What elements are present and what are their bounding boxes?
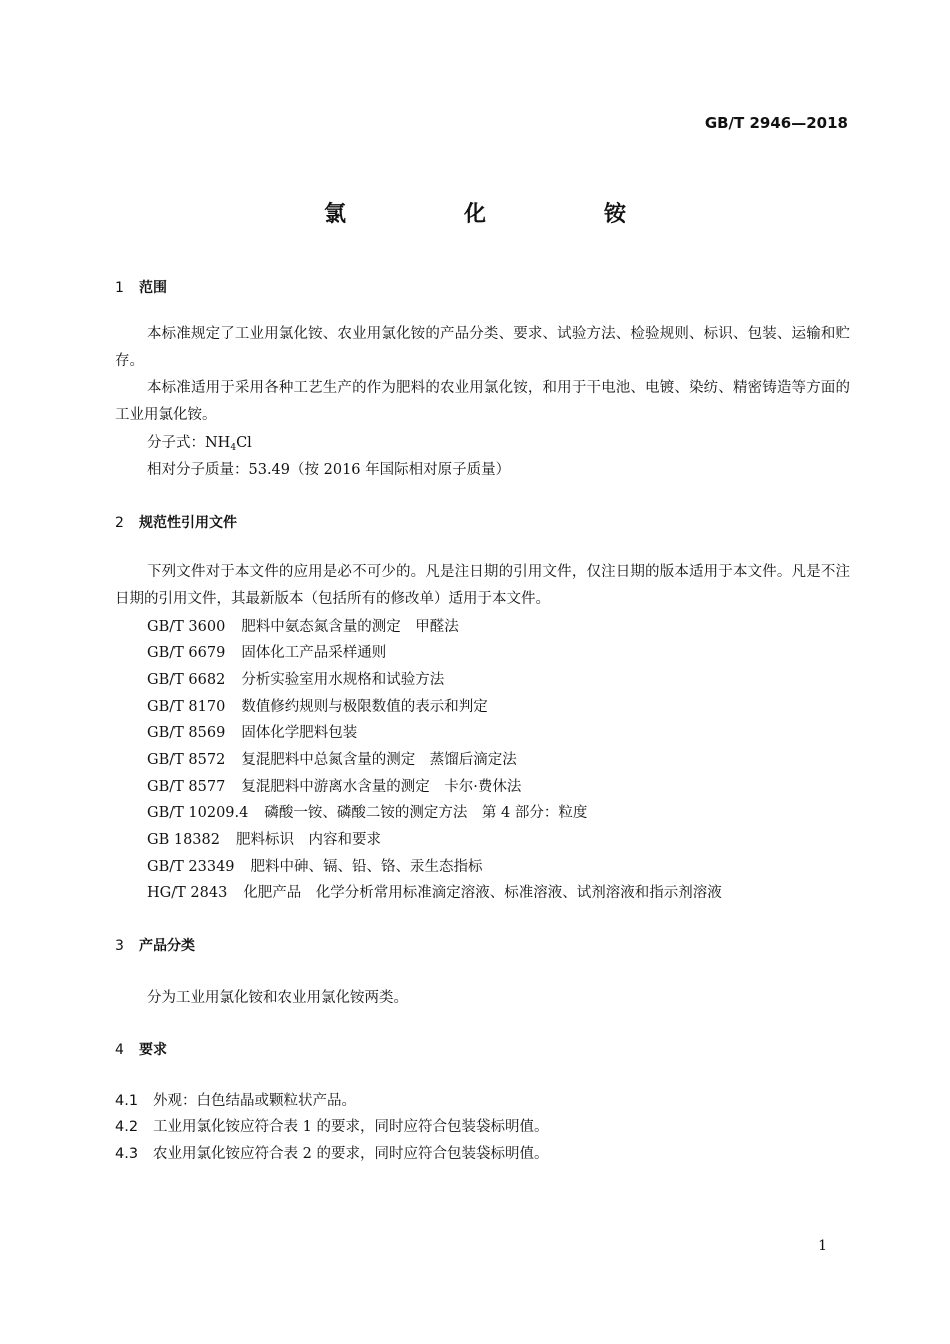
section-number: 1: [115, 280, 124, 296]
requirement-item: [115, 1089, 356, 1110]
scope-paragraph-2: 本标准适用于采用各种工艺生产的作为肥料的农业用氯化铵，和用于干电池、电镀、染纺、精密铸造等方面的工业用氯化铵。: [115, 380, 850, 423]
reference-title: 分析实验室用水规格和试验方法: [241, 672, 445, 688]
reference-title: 肥料标识 内容和要求: [235, 832, 381, 848]
reference-item: [147, 855, 483, 876]
requirement-item: [115, 1142, 548, 1163]
reference-title: 复混肥料中总氮含量的测定 蒸馏后滴定法: [241, 752, 517, 768]
reference-title: 肥料中氨态氮含量的测定 甲醛法: [241, 619, 459, 635]
requirement-number: 4.1: [115, 1093, 139, 1109]
molecular-mass: 相对分子质量：53.49（按 2016 年国际相对原子质量）: [147, 462, 511, 478]
reference-item: [147, 695, 488, 716]
classification-text: 分为工业用氯化铵和农业用氯化铵两类。: [147, 990, 408, 1006]
reference-code: GB/T 8170: [147, 699, 226, 715]
reference-code: GB/T 6679: [147, 645, 226, 661]
reference-item: [147, 828, 381, 849]
reference-item: [147, 748, 517, 769]
section-number: 3: [115, 938, 124, 954]
reference-item: [147, 775, 521, 796]
requirement-text: 工业用氯化铵应符合表 1 的要求，同时应符合包装袋标明值。: [153, 1119, 549, 1135]
reference-title: 固体化工产品采样通则: [241, 645, 387, 661]
reference-title: 复混肥料中游离水含量的测定 卡尔·费休法: [241, 779, 522, 795]
section-title: 要求: [139, 1042, 167, 1058]
requirement-text: 农业用氯化铵应符合表 2 的要求，同时应符合包装袋标明值。: [153, 1146, 549, 1162]
reference-code: GB/T 8569: [147, 725, 226, 741]
reference-code: GB/T 10209.4: [147, 805, 249, 821]
reference-code: GB/T 6682: [147, 672, 226, 688]
requirement-number: 4.3: [115, 1146, 139, 1162]
standard-code: GB/T 2946—2018: [704, 114, 848, 132]
reference-title: 磷酸一铵、磷酸二铵的测定方法 第 4 部分：粒度: [264, 805, 588, 821]
reference-code: GB 18382: [147, 832, 220, 848]
formula-subscript: 4: [230, 443, 237, 453]
reference-code: GB/T 3600: [147, 619, 226, 635]
reference-title: 肥料中砷、镉、铅、铬、汞生态指标: [250, 859, 483, 875]
reference-code: HG/T 2843: [147, 885, 228, 901]
reference-item: [147, 641, 386, 662]
molecular-formula: [147, 431, 252, 453]
reference-title: 固体化学肥料包装: [241, 725, 358, 741]
page-number: 1: [818, 1238, 827, 1254]
section-heading-normative: [115, 512, 237, 532]
section-heading-requirements: [115, 1039, 167, 1059]
reference-code: GB/T 23349: [147, 859, 235, 875]
reference-item: [147, 668, 444, 689]
section-title: 规范性引用文件: [139, 515, 237, 531]
document-title: 氯 化 铵: [323, 202, 674, 227]
reference-code: GB/T 8572: [147, 752, 226, 768]
normative-intro: 下列文件对于本文件的应用是必不可少的。凡是注日期的引用文件，仅注日期的版本适用于本文件。凡是不注日期的引用文件，其最新版本（包括所有的修改单）适用于本文件。: [115, 564, 850, 607]
formula-label: 分子式：NH: [147, 435, 231, 451]
reference-title: 数值修约规则与极限数值的表示和判定: [241, 699, 488, 715]
section-heading-scope: [115, 277, 167, 297]
section-title: 产品分类: [139, 938, 195, 954]
requirement-text: 外观：白色结晶或颗粒状产品。: [153, 1093, 356, 1109]
reference-item: [147, 881, 722, 902]
scope-paragraph-1: 本标准规定了工业用氯化铵、农业用氯化铵的产品分类、要求、试验方法、检验规则、标识、包装、运输和贮存。: [115, 326, 850, 369]
section-number: 4: [115, 1042, 124, 1058]
section-number: 2: [115, 515, 124, 531]
reference-code: GB/T 8577: [147, 779, 226, 795]
section-heading-classification: [115, 935, 195, 955]
reference-item: [147, 801, 587, 822]
requirement-item: [115, 1115, 548, 1136]
section-title: 范围: [139, 280, 167, 296]
reference-item: [147, 721, 357, 742]
formula-tail: Cl: [236, 435, 252, 451]
reference-item: [147, 615, 459, 636]
reference-title: 化肥产品 化学分析常用标准滴定溶液、标准溶液、试剂溶液和指示剂溶液: [243, 885, 722, 901]
requirement-number: 4.2: [115, 1119, 139, 1135]
